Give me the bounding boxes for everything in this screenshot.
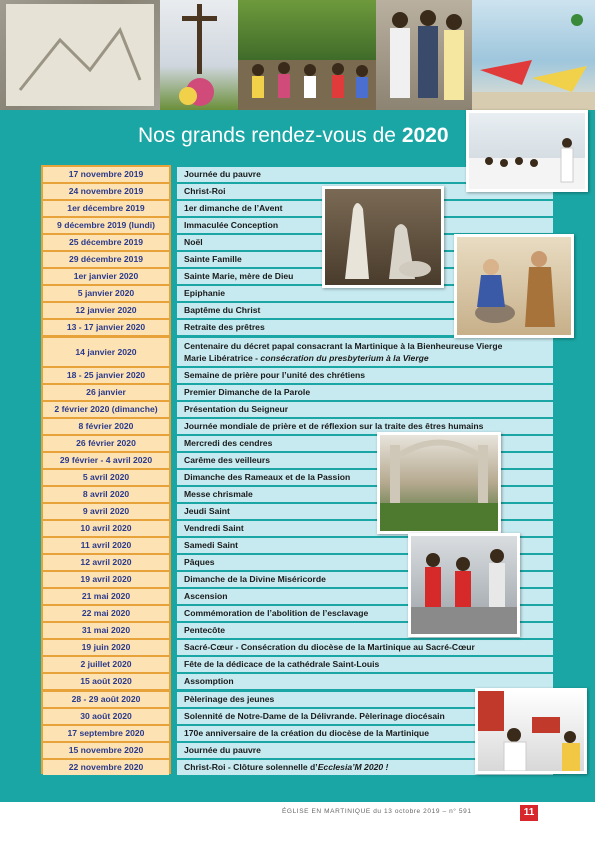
photo-procession [238,0,376,110]
event-text: Sainte Marie, mère de Dieu [184,271,294,282]
boats-shape [472,0,595,110]
photo-clergy [376,0,472,110]
title-prefix: Nos grands rendez-vous de [138,124,402,147]
schedule-date: 13 - 17 janvier 2020 [43,320,169,335]
schedule-date: 11 avril 2020 [43,538,169,553]
event-text: Noël [184,237,203,248]
schedule-date: 1er décembre 2019 [43,201,169,216]
schedule-date: 31 mai 2020 [43,623,169,638]
event-text: Solennité de Notre-Dame de la Délivrande. Pèlerinage diocésain [184,710,445,721]
event-text: Sacré-Cœur - Consécration du diocèse de la Martinique au Sacré-Cœur [184,642,475,653]
schedule-date: 19 avril 2020 [43,572,169,587]
schedule-event [177,640,553,655]
event-text: Journée mondiale de prière et de réflexion sur la traite des êtres humains [184,420,484,431]
schedule-date: 8 avril 2020 [43,487,169,502]
schedule-date: 9 avril 2020 [43,504,169,519]
schedule-date: 29 février - 4 avril 2020 [43,453,169,468]
schedule-date: 12 janvier 2020 [43,303,169,318]
holy-family-shape [457,237,571,335]
statue-shape [325,189,441,285]
event-text: Premier Dimanche de la Parole [184,386,311,397]
event-text: Christ-Roi - Clôture solennelle d’ [184,761,318,772]
event-text: Retraite des prêtres [184,322,265,333]
schedule-date: 14 janvier 2020 [43,338,169,366]
event-text: Pentecôte [184,625,226,636]
event-text: Journée du pauvre [184,744,261,755]
event-text: Ascension [184,591,228,602]
event-text: Dimanche de la Divine Miséricorde [184,574,326,585]
event-text: Messe chrismale [184,488,253,499]
event-text: Assomption [184,676,234,687]
event-line-2 [184,352,553,364]
schedule-date: 2 février 2020 (dimanche) [43,402,169,417]
schedule-date: 15 novembre 2020 [43,743,169,758]
schedule-event [177,338,553,366]
schedule-date: 10 avril 2020 [43,521,169,536]
photo-flight-to-egypt [454,234,574,338]
schedule-date: 22 mai 2020 [43,606,169,621]
cathedral-shape [380,435,498,531]
event-text: Vendredi Saint [184,523,244,533]
event-text: Christ-Roi [184,186,226,197]
procession-shape [411,536,517,634]
event-text: Baptême du Christ [184,305,261,316]
schedule-date: 5 janvier 2020 [43,286,169,301]
photo-procession-chains [408,533,520,637]
schedule-date: 17 septembre 2020 [43,726,169,741]
schedule-date: 9 décembre 2019 (lundi) [43,218,169,233]
schedule-event [177,368,553,383]
photo-mass-congregation [466,110,588,192]
event-text: Pèlerinage des jeunes [184,693,275,704]
schedule-date: 25 décembre 2019 [43,235,169,250]
schedule-date: 29 décembre 2019 [43,252,169,267]
photo-boats [472,0,595,110]
photo-crucifix [160,0,238,110]
page-title [138,124,449,148]
schedule-date: 8 février 2020 [43,419,169,434]
event-text: Commémoration de l’abolition de l’esclavage [184,608,369,619]
event-text: Immaculée Conception [184,220,279,231]
event-text: 170e anniversaire de la création du diocèse de la Martinique [184,727,430,738]
crowd-shape [238,0,376,110]
photo-bas-relief [0,0,160,110]
schedule-event [177,402,553,417]
event-line-2-italic: consécration du presbyterium à la Vierge [260,352,429,363]
crucifix-icon [160,0,238,110]
event-text: Samedi Saint [184,540,238,551]
schedule-date: 5 avril 2020 [43,470,169,485]
event-line-2-text: Marie Libératrice - [184,352,261,363]
photo-christ-king-mass [475,688,587,774]
schedule-date: 17 novembre 2019 [43,167,169,182]
schedule-date: 19 juin 2020 [43,640,169,655]
event-text: Journée du pauvre [184,169,261,179]
clergy-shape [376,0,472,110]
page-number: 11 [520,805,538,821]
schedule-date: 18 - 25 janvier 2020 [43,368,169,383]
schedule-date: 30 août 2020 [43,709,169,724]
mass-shape [478,691,584,771]
event-text: Epiphanie [184,288,226,299]
event-text: Présentation du Seigneur [184,403,289,414]
photo-nativity-statue [322,186,444,288]
title-year: 2020 [401,124,449,147]
schedule-date: 28 - 29 août 2020 [43,692,169,707]
schedule-date: 24 novembre 2019 [43,184,169,199]
schedule-date: 12 avril 2020 [43,555,169,570]
schedule-date: 2 juillet 2020 [43,657,169,672]
event-text: Jeudi Saint [184,505,230,516]
schedule-event [177,657,553,672]
event-text: Dimanche des Rameaux et de la Passion [184,471,351,482]
event-text: Mercredi des cendres [184,437,273,448]
event-italic: Ecclesia’M 2020 ! [317,761,389,772]
schedule-date: 15 août 2020 [43,674,169,689]
event-text: 1er dimanche de l’Avent [184,203,283,214]
bas-relief-shape [0,0,160,110]
event-text: Carême des veilleurs [184,454,270,465]
photo-cathedral-interior [377,432,501,534]
schedule-date: 22 novembre 2020 [43,760,169,775]
event-text: Pâques [184,557,215,568]
event-text: Sainte Famille [184,254,242,265]
schedule-date: 26 février 2020 [43,436,169,451]
event-text: Fête de la dédicace de la cathédrale Saint-Louis [184,659,380,670]
schedule-date: 1er janvier 2020 [43,269,169,284]
header-photo-strip [0,0,595,110]
footer-publication: ÉGLISE EN MARTINIQUE du 13 octobre 2019 – n° 591 [282,808,472,815]
event-text: Semaine de prière pour l’unité des chrétiens [184,369,366,380]
congregation-shape [469,113,585,189]
schedule-date: 26 janvier [43,385,169,400]
schedule-date: 21 mai 2020 [43,589,169,604]
event-line-1: Centenaire du décret papal consacrant la Martinique à la Bienheureuse Vierge [184,340,503,351]
schedule-event [177,385,553,400]
